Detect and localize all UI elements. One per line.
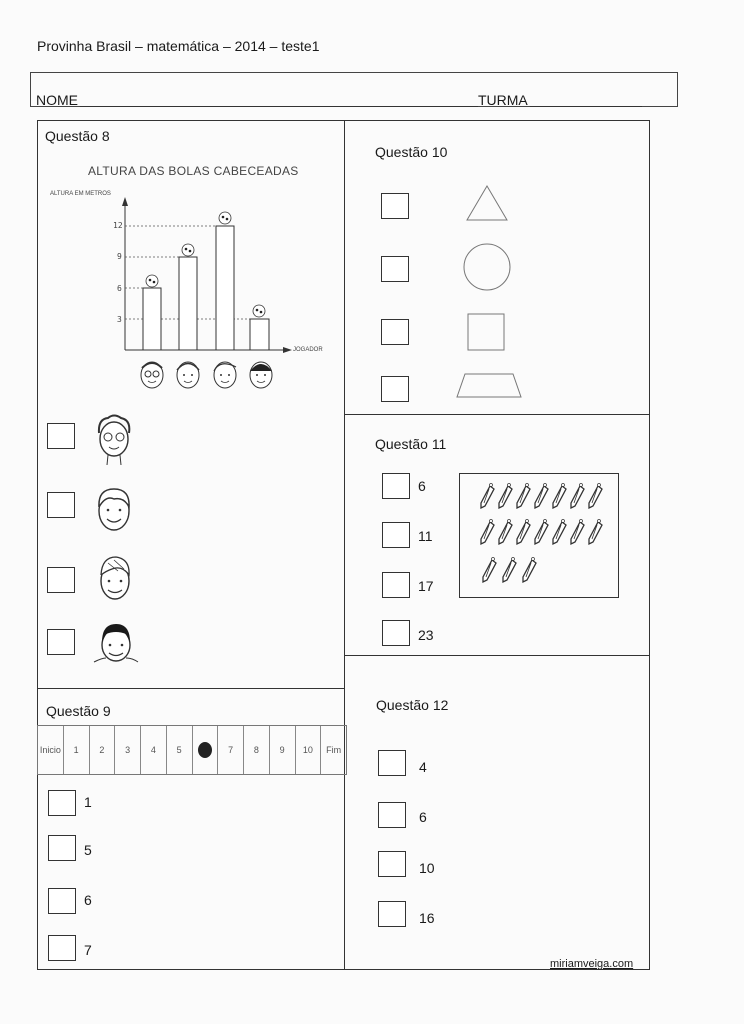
q11-option-3-label: 17 (418, 578, 434, 594)
name-field[interactable] (80, 106, 478, 107)
q12-option-4-label: 16 (419, 910, 435, 926)
q9-option-2-label: 5 (84, 842, 92, 858)
q11-checkbox-2[interactable] (382, 522, 410, 548)
face-curly-hair-glasses-icon (94, 413, 136, 467)
name-label: NOME (36, 92, 78, 108)
track-cell-5: 5 (167, 726, 193, 774)
y-tick-3: 3 (117, 315, 122, 324)
q12-checkbox-2[interactable] (378, 802, 406, 828)
chart-x-label: JOGADOR (293, 347, 323, 353)
bar-chart (120, 195, 340, 400)
pencils-box (459, 473, 619, 598)
q8-option-4[interactable] (47, 629, 75, 655)
pencil-group-icon (460, 474, 617, 596)
q11-option-1-label: 6 (418, 478, 426, 494)
q12-title: Questão 12 (376, 697, 449, 713)
trapezoid-icon (455, 372, 523, 400)
y-tick-12: 12 (113, 221, 123, 230)
track-cell-4: 4 (141, 726, 167, 774)
q11-checkbox-1[interactable] (382, 473, 410, 499)
square-icon (466, 312, 506, 352)
q8-option-2[interactable] (47, 492, 75, 518)
document-title: Provinha Brasil – matemática – 2014 – teste1 (37, 38, 320, 54)
face-side-parted-hair-icon (96, 553, 138, 605)
y-tick-9: 9 (117, 252, 122, 261)
q10-checkbox-3[interactable] (381, 319, 409, 345)
face-wavy-hair-icon (94, 485, 136, 535)
q11-title: Questão 11 (375, 436, 447, 452)
q9-checkbox-3[interactable] (48, 888, 76, 914)
q12-option-1-label: 4 (419, 759, 427, 775)
face-dark-hair-icon (92, 620, 140, 668)
y-tick-6: 6 (117, 284, 122, 293)
divider-q8-q9 (37, 688, 344, 689)
q8-title: Questão 8 (45, 128, 110, 144)
chart-title: ALTURA DAS BOLAS CABECEADAS (88, 164, 299, 178)
class-label: TURMA (478, 92, 528, 108)
track-cell-2: 2 (90, 726, 116, 774)
q9-checkbox-2[interactable] (48, 835, 76, 861)
track-cell-3: 3 (115, 726, 141, 774)
divider-q10-q11 (344, 414, 650, 415)
class-field[interactable] (530, 106, 642, 107)
track-cell-8: 8 (244, 726, 270, 774)
track-cell-start: Inicio (38, 726, 64, 774)
q8-checkbox-3[interactable] (47, 567, 75, 593)
q10-checkbox-2[interactable] (381, 256, 409, 282)
circle-icon (462, 242, 512, 292)
q9-option-3-label: 6 (84, 892, 92, 908)
q12-option-2-label: 6 (419, 809, 427, 825)
q10-checkbox-1[interactable] (381, 193, 409, 219)
q12-checkbox-4[interactable] (378, 901, 406, 927)
q9-checkbox-4[interactable] (48, 935, 76, 961)
q9-option-1-label: 1 (84, 794, 92, 810)
board-game-track (37, 725, 347, 775)
q12-checkbox-3[interactable] (378, 851, 406, 877)
track-cell-1: 1 (64, 726, 90, 774)
student-info-box (30, 72, 678, 107)
q9-title: Questão 9 (46, 703, 111, 719)
footer-website: miriamveiga.com (550, 958, 634, 970)
q10-checkbox-4[interactable] (381, 376, 409, 402)
game-piece-icon (198, 742, 212, 758)
q8-checkbox-1[interactable] (47, 423, 75, 449)
q12-checkbox-1[interactable] (378, 750, 406, 776)
q12-option-3-label: 10 (419, 860, 435, 876)
q11-checkbox-3[interactable] (382, 572, 410, 598)
q8-option-1[interactable] (47, 423, 75, 449)
q8-option-3[interactable] (47, 567, 75, 593)
q8-checkbox-4[interactable] (47, 629, 75, 655)
chart-y-label: ALTURA EM METROS (50, 191, 111, 197)
q11-checkbox-4[interactable] (382, 620, 410, 646)
q11-option-2-label: 11 (418, 528, 433, 544)
triangle-icon (464, 183, 510, 223)
track-cell-7: 7 (218, 726, 244, 774)
track-cell-6-marker (193, 726, 219, 774)
column-divider (344, 120, 345, 970)
track-cell-9: 9 (270, 726, 296, 774)
q9-checkbox-1[interactable] (48, 790, 76, 816)
q10-title: Questão 10 (375, 144, 448, 160)
q11-option-4-label: 23 (418, 627, 434, 643)
track-cell-10: 10 (296, 726, 322, 774)
q8-checkbox-2[interactable] (47, 492, 75, 518)
q9-option-4-label: 7 (84, 942, 92, 958)
track-cell-end: Fim (326, 745, 342, 755)
divider-q11-q12 (344, 655, 650, 656)
